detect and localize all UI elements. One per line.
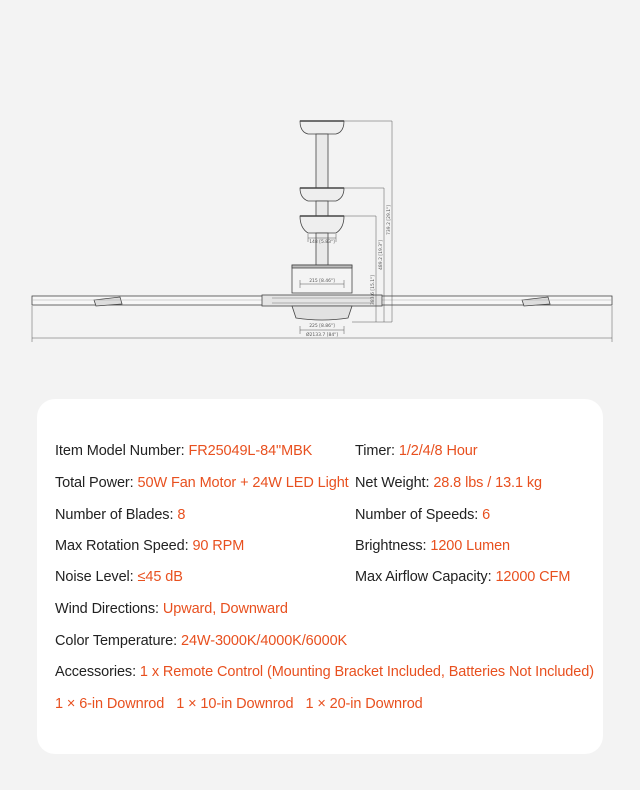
ceiling-canopy <box>300 121 344 134</box>
spec-brightness: Brightness: 1200 Lumen <box>355 538 510 554</box>
spec-power: Total Power: 50W Fan Motor + 24W LED Light <box>55 475 349 491</box>
blade-hub <box>262 295 382 306</box>
lower-canopy <box>300 216 344 233</box>
light-kit <box>292 306 352 320</box>
spec-weight: Net Weight: 28.8 lbs / 13.1 kg <box>355 475 542 491</box>
mid-canopy <box>300 188 344 201</box>
spec-wind: Wind Directions: Upward, Downward <box>55 601 288 617</box>
dim-height-3: 739.2 [29.1"] <box>387 205 392 235</box>
downrod-6in: 1 × 6-in Downrod <box>55 696 165 712</box>
blade-left <box>32 296 294 305</box>
spec-speeds: Number of Speeds: 6 <box>355 507 491 523</box>
spec-airflow: Max Airflow Capacity: 12000 CFM <box>355 569 571 585</box>
spec-timer: Timer: 1/2/4/8 Hour <box>355 443 478 459</box>
dim-height-2: 489.2 [19.3"] <box>379 240 384 270</box>
spec-noise: Noise Level: ≤45 dB <box>55 569 183 585</box>
dim-height-1: 383.6 [15.1"] <box>371 275 376 305</box>
spec-downrods <box>55 696 435 712</box>
dim-overall-span: Ø2133.7 [84"] <box>305 333 339 338</box>
spec-card <box>37 399 603 754</box>
dim-light-width: 225 [8.86"] <box>309 324 335 329</box>
blade-right <box>350 296 612 305</box>
spec-model: Item Model Number: FR25049L-84"MBK <box>55 443 313 459</box>
spec-blades: Number of Blades: 8 <box>55 507 186 523</box>
dim-motor-width: 215 [8.46"] <box>309 279 335 284</box>
spec-accessories: Accessories: 1 x Remote Control (Mounting Bracket Included, Batteries Not Included) <box>55 664 594 680</box>
fan-dimension-drawing <box>0 0 640 390</box>
downrod-20in: 1 × 20-in Downrod <box>305 696 423 712</box>
spec-rotation: Max Rotation Speed: 90 RPM <box>55 538 245 554</box>
dim-canopy-width: 148 [5.83"] <box>309 240 335 245</box>
downrod <box>316 134 328 188</box>
spec-color-temp: Color Temperature: 24W-3000K/4000K/6000K <box>55 633 348 649</box>
downrod-10in: 1 × 10-in Downrod <box>176 696 294 712</box>
